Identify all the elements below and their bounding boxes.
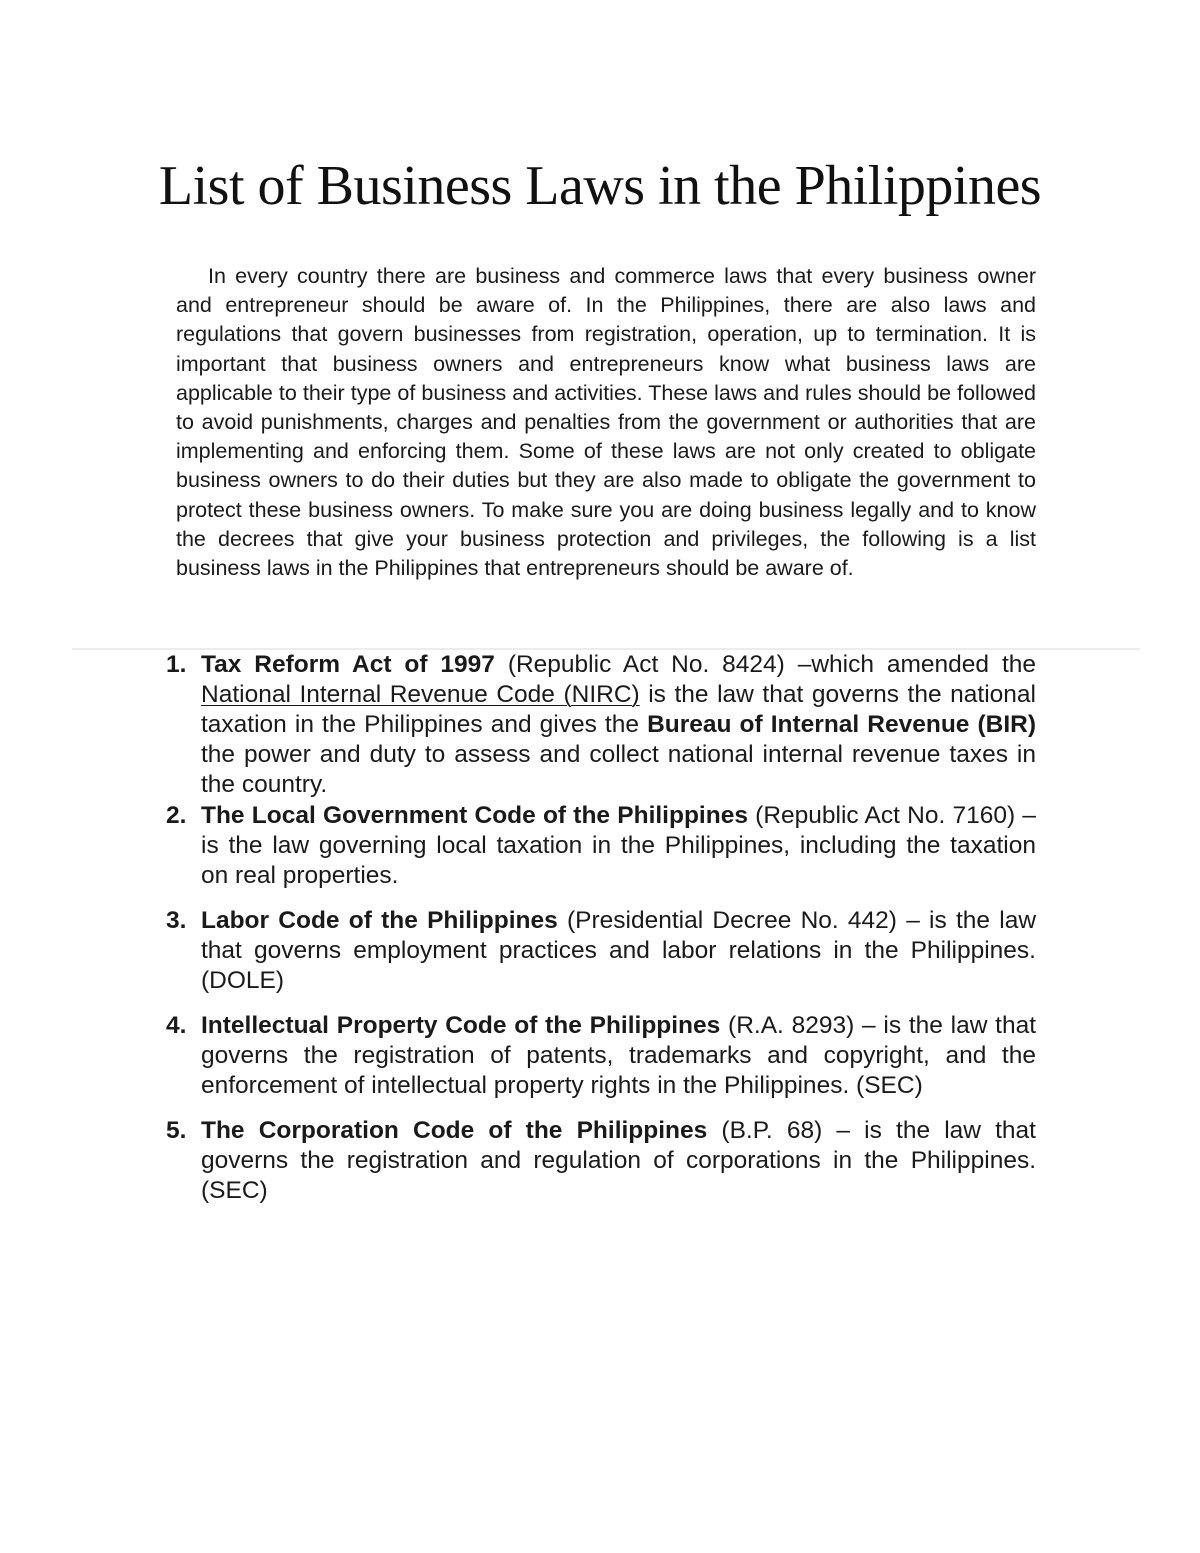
law-number: 3. [166,907,187,934]
law-description: – is the law governing local taxation in the Philippines, including the taxation on real properties. [201,802,1036,889]
law-description: –which amended the [797,651,1037,678]
law-item-local-government-code [160,801,1036,891]
law-reference: (Republic Act No. 8424) [494,651,798,678]
law-item-intellectual-property-code [160,1011,1036,1101]
law-name: Labor Code of the Philippines [201,907,558,934]
law-description: is the law that governs the national taxation in the Philippines and gives the [201,681,1036,738]
bir-name: Bureau of Internal Revenue (BIR) [647,711,1037,738]
law-reference: (R.A. 8293) [720,1012,862,1039]
law-description: – is the law that governs employment practices and labor relations in the Philippines. (DOLE) [201,907,1037,994]
law-item-labor-code [160,906,1036,996]
law-name: Tax Reform Act of 1997 [201,651,495,678]
law-reference: (Republic Act No. 7160) [747,802,1023,829]
nirc-link[interactable]: National Internal Revenue Code (NIRC) [201,681,640,708]
intro-paragraph: In every country there are business and commerce laws that every business owner and entrepreneur should be aware of. In the Philippines, there are also laws and regulations that govern businesses from registration, operation, up to termination. It is important that business owners and entrepreneurs know what business laws are applicable to their type of business and activities. These laws and rules should be followed to avoid punishments, charges and penalties from the government or authorities that are implementing and enforcing them. Some of these laws are not only created to obligate business owners to do their duties but they are also made to obligate the government to protect these business owners. To make sure you are doing business legally and to know the decrees that give your business protection and privileges, the following is a list business laws in the Philippines that entrepreneurs should be aware of. [176,264,1036,581]
law-item-tax-reform-act [160,650,1036,800]
law-number: 2. [166,802,187,829]
law-description: the power and duty to assess and collect national internal revenue taxes in the country. [201,741,1036,798]
law-number: 4. [166,1012,187,1039]
law-reference: (B.P. 68) [707,1117,837,1144]
business-law-list [160,650,1036,1206]
law-description: – is the law that governs the registration and regulation of corporations in the Philippines. (SEC) [201,1117,1036,1204]
law-description: – is the law that governs the registration of patents, trademarks and copyright, and the enforcement of intellectual property rights in the Philippines. (SEC) [201,1012,1036,1099]
law-item-corporation-code [160,1116,1036,1206]
law-number: 5. [166,1117,187,1144]
document-title: List of Business Laws in the Philippines [158,155,1042,217]
law-name: The Local Government Code of the Philippines [201,802,748,829]
law-number: 1. [166,651,187,678]
law-name: The Corporation Code of the Philippines [201,1117,708,1144]
law-reference: (Presidential Decree No. 442) [557,907,907,934]
law-name: Intellectual Property Code of the Philippines [201,1012,721,1039]
